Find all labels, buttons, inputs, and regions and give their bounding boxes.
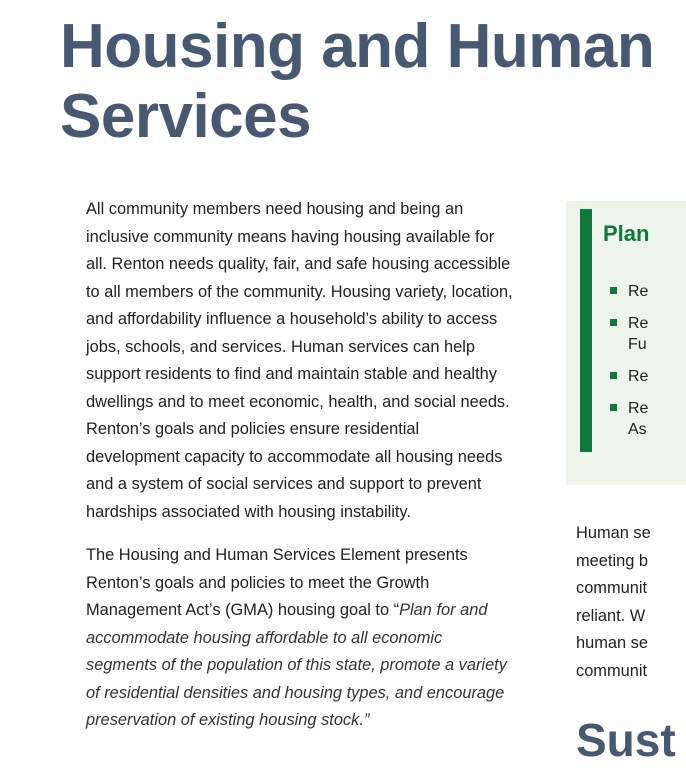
sidebar-list [610, 281, 648, 440]
sidebar-list-item [610, 398, 648, 440]
sidebar-callout [566, 201, 686, 485]
sidebar-list-item [610, 313, 648, 355]
sidebar-list-item-label: Re Fu [628, 315, 649, 353]
right-column-text: Human se meeting b communit reliant. W human se communit [576, 524, 651, 680]
page-title: Housing and Human Services [60, 12, 655, 151]
sidebar-list-item-label: Re [628, 368, 649, 385]
gma-paragraph [86, 542, 516, 735]
square-bullet-icon [610, 372, 617, 379]
sidebar-list-item-label: Re As [628, 400, 649, 438]
intro-paragraph: All community members need housing and being an inclusive community means having housing available for all. Renton needs quality, fair, and safe housing accessible to all members of the community. Housing variety, location, and affordability influence a household’s ability to access jobs, schools, and services. Human services can help support residents to find and maintain stable and healthy dwellings and to meet economic, health, and social needs. Renton’s goals and policies ensure residential development capacity to accommodate all housing needs and a system of social services and support to prevent hardships associated with housing instability. [86, 200, 513, 521]
sidebar-list-item-label: Re [628, 283, 649, 300]
section-heading: Sust [576, 714, 676, 766]
sidebar-list-item [610, 281, 648, 302]
square-bullet-icon [610, 404, 617, 411]
sidebar-list-item [610, 366, 648, 387]
gma-paragraph-lead: The Housing and Human Services Element presents Renton’s goals and policies to meet the Growth Management Act’s (GMA) housing goal to “ [86, 546, 468, 619]
sidebar-accent-bar [580, 209, 592, 452]
gma-housing-goal-quote: Plan for and accommodate housing affordable to all economic segments of the population of this state, promote a variety of residential densities and housing types, and encourage preservation of existing housing stock. [86, 601, 507, 729]
main-column [86, 196, 516, 751]
gma-quote-close: ” [363, 711, 370, 729]
square-bullet-icon [610, 319, 617, 326]
square-bullet-icon [610, 287, 617, 294]
sidebar-heading: Plan [603, 221, 650, 246]
